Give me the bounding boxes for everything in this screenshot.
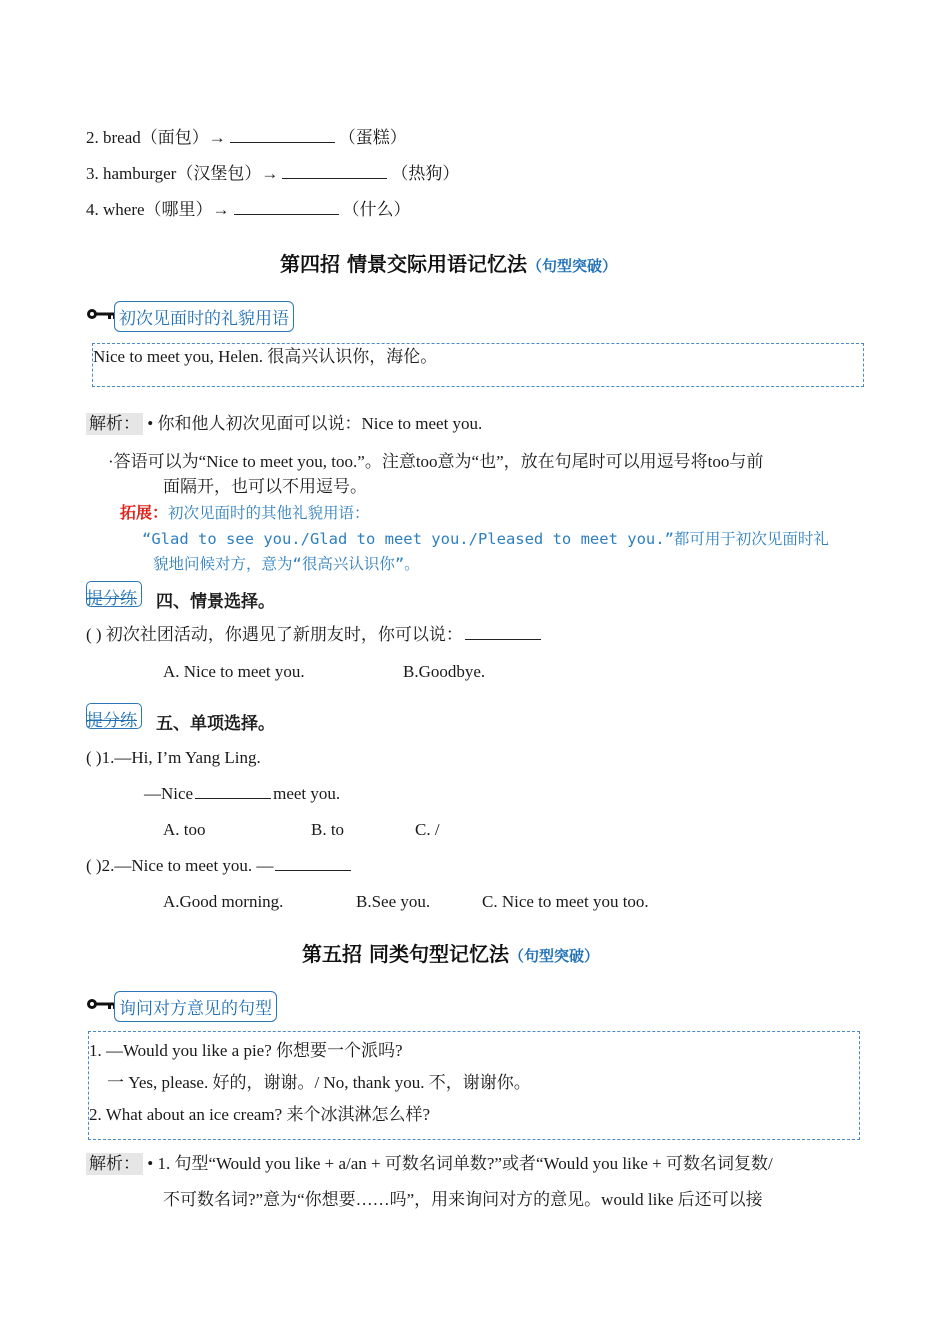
example-sentence: 2. What about an ice cream? 来个冰淇淋怎么样? — [89, 1105, 430, 1124]
question: ( )1.—Hi, I’m Yang Ling. — [86, 748, 261, 767]
option-c: C. Nice to meet you too. — [482, 892, 649, 911]
topic-tag: 初次见面时的礼貌用语 — [114, 301, 294, 332]
extension: 拓展：初次见面时的其他礼貌用语： — [120, 503, 370, 522]
extension-line: “Glad to see you./Glad to meet you./Pleased to meet you.”都可用于初次见面时礼 — [142, 530, 829, 548]
question: ( )2.—Nice to meet you. — — [86, 855, 353, 877]
option-c: C. / — [415, 820, 440, 839]
answer-blank[interactable] — [282, 164, 387, 179]
option-b: B.See you. — [356, 892, 431, 911]
analysis-label: 解析： — [86, 1153, 143, 1175]
analysis: 解析： • 1. 句型“Would you like + a/an + 可数名词单数?”或者“Would you like + 可数名词复数/ — [86, 1153, 773, 1175]
extension-label: 拓展： — [120, 503, 169, 522]
answer-blank[interactable] — [234, 200, 339, 215]
boost-badge: 提分练 — [86, 581, 144, 609]
option-b: B. to — [311, 820, 345, 839]
example-sentence: 1. —Would you like a pie? 你想要一个派吗? — [89, 1041, 403, 1060]
analysis-line: ·答语可以为“Nice to meet you, too.”。注意too意为“也”，放在句尾时可以用逗号将too与前 — [108, 452, 764, 471]
answer-blank[interactable] — [195, 784, 271, 799]
question-line: —Nice meet you. — [144, 784, 341, 803]
analysis: 解析： • 你和他人初次见面可以说：Nice to meet you. — [86, 413, 482, 435]
option-b: B.Goodbye. — [403, 662, 486, 681]
extension-line: 貌地问候对方，意为“很高兴认识你”。 — [153, 555, 420, 573]
answer-blank[interactable] — [230, 128, 335, 143]
vocab-item: 3. hamburger（汉堡包）→ （热狗） — [86, 164, 460, 183]
boost-badge: 提分练 — [86, 703, 144, 731]
vocab-item: 4. where（哪里）→ （什么） — [86, 200, 411, 219]
option-a: A. Nice to meet you. — [163, 662, 305, 681]
answer-blank[interactable] — [465, 625, 541, 640]
vocab-item: 2. bread（面包）→ （蛋糕） — [86, 128, 407, 147]
question: ( ) 初次社团活动，你遇见了新朋友时，你可以说： — [86, 624, 543, 646]
analysis-line: 不可数名词?”意为“你想要……吗”，用来询问对方的意见。would like 后还可以接 — [163, 1190, 763, 1209]
exercise-title: 四、情景选择。 — [156, 592, 275, 612]
section-title: 第五招 同类句型记忆法（句型突破） — [302, 942, 599, 966]
section-title: 第四招 情景交际用语记忆法（句型突破） — [280, 252, 617, 276]
example-sentence: Nice to meet you, Helen. 很高兴认识你，海伦。 — [93, 347, 438, 366]
topic-tag: 询问对方意见的句型 — [114, 991, 277, 1022]
exercise-title: 五、单项选择。 — [156, 714, 275, 734]
answer-blank[interactable] — [275, 856, 351, 871]
option-a: A. too — [163, 820, 206, 839]
option-a: A.Good morning. — [163, 892, 284, 911]
analysis-line: 面隔开，也可以不用逗号。 — [163, 477, 367, 496]
example-sentence: 一 Yes, please. 好的，谢谢。/ No, thank you. 不，谢谢你。 — [107, 1073, 531, 1092]
analysis-label: 解析： — [86, 413, 143, 435]
